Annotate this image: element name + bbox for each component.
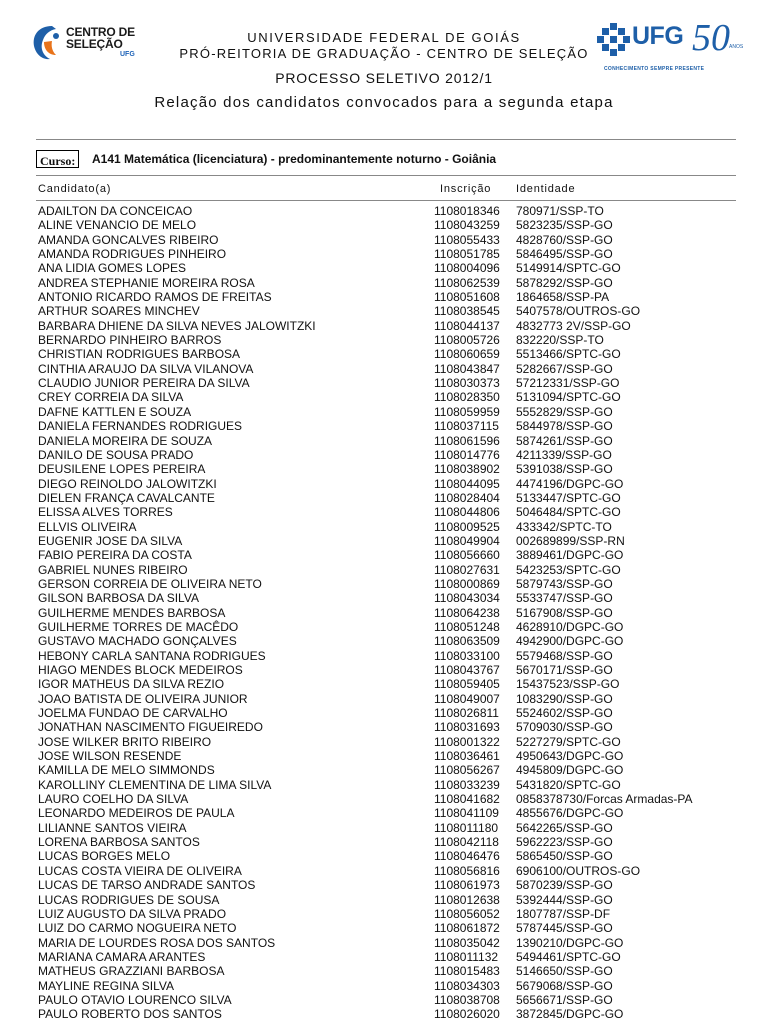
candidate-identidade: 5823235/SSP-GO xyxy=(516,218,613,233)
candidate-inscricao: 1108038545 xyxy=(434,304,500,319)
candidate-inscricao: 1108034303 xyxy=(434,978,500,993)
candidate-identidade: 4832773 2V/SSP-GO xyxy=(516,318,631,333)
candidate-name: ANDREA STEPHANIE MOREIRA ROSA xyxy=(38,275,255,290)
candidate-identidade: 5533747/SSP-GO xyxy=(516,591,613,606)
candidate-name: JOELMA FUNDAO DE CARVALHO xyxy=(38,706,228,721)
table-row xyxy=(0,620,768,634)
table-row xyxy=(0,390,768,404)
candidate-inscricao: 1108049904 xyxy=(434,533,500,548)
candidate-inscricao: 1108033100 xyxy=(434,648,500,663)
candidate-name: GUILHERME MENDES BARBOSA xyxy=(38,605,226,620)
candidate-identidade: 4474196/DGPC-GO xyxy=(516,476,624,491)
candidate-inscricao: 1108012638 xyxy=(434,892,500,907)
table-row xyxy=(0,376,768,390)
university-name: UNIVERSIDADE FEDERAL DE GOIÁS xyxy=(247,30,521,45)
candidate-name: GABRIEL NUNES RIBEIRO xyxy=(38,562,188,577)
candidate-identidade: 002689899/SSP-RN xyxy=(516,533,625,548)
table-row xyxy=(0,548,768,562)
candidate-inscricao: 1108051248 xyxy=(434,619,500,634)
pro-rectorate-name: PRÓ-REITORIA DE GRADUAÇÃO - CENTRO DE SELEÇÃO xyxy=(179,46,589,61)
table-row xyxy=(0,663,768,677)
table-row xyxy=(0,634,768,648)
candidate-identidade: 5131094/SPTC-GO xyxy=(516,390,621,405)
table-row xyxy=(0,849,768,863)
table-row xyxy=(0,706,768,720)
course-label: Curso: xyxy=(36,150,79,168)
candidate-name: LILIANNE SANTOS VIEIRA xyxy=(38,820,187,835)
candidate-name: DANILO DE SOUSA PRADO xyxy=(38,447,194,462)
candidate-identidade: 433342/SPTC-TO xyxy=(516,519,612,534)
table-row xyxy=(0,950,768,964)
candidate-inscricao: 1108055433 xyxy=(434,232,500,247)
logo-right-tagline: CONHECIMENTO SEMPRE PRESENTE xyxy=(604,66,705,72)
candidate-inscricao: 1108042118 xyxy=(434,835,499,850)
candidate-identidade: 6906100/OUTROS-GO xyxy=(516,863,641,878)
candidate-inscricao: 1108056267 xyxy=(434,763,500,778)
candidate-name: GILSON BARBOSA DA SILVA xyxy=(38,591,199,606)
candidate-name: LORENA BARBOSA SANTOS xyxy=(38,835,200,850)
candidate-identidade: 5709030/SSP-GO xyxy=(516,720,613,735)
candidate-name: JOSE WILSON RESENDE xyxy=(38,749,182,764)
table-row xyxy=(0,577,768,591)
column-header-candidato: Candidato(a) xyxy=(38,183,112,195)
candidate-identidade: 1083290/SSP-GO xyxy=(516,691,613,706)
candidate-name: MARIANA CAMARA ARANTES xyxy=(38,949,206,964)
candidate-name: KAMILLA DE MELO SIMMONDS xyxy=(38,763,215,778)
candidate-inscricao: 1108028350 xyxy=(434,390,500,405)
candidate-identidade: 5552829/SSP-GO xyxy=(516,404,613,419)
candidate-identidade: 5579468/SSP-GO xyxy=(516,648,613,663)
candidate-identidade: 780971/SSP-TO xyxy=(516,204,604,218)
candidate-identidade: 4942900/DGPC-GO xyxy=(516,634,624,649)
candidate-inscricao: 1108005726 xyxy=(434,333,500,348)
candidate-inscricao: 1108038708 xyxy=(434,992,500,1007)
logo-left-line2: SELEÇÃO xyxy=(66,37,123,51)
candidate-identidade: 5670171/SSP-GO xyxy=(516,663,613,677)
candidate-inscricao: 1108028404 xyxy=(434,490,500,505)
table-row xyxy=(0,735,768,749)
candidate-inscricao: 1108009525 xyxy=(434,519,500,534)
logo-left-sub: UFG xyxy=(120,51,135,58)
table-row xyxy=(0,993,768,1007)
candidate-inscricao: 1108036461 xyxy=(434,749,500,764)
candidate-name: DEUSILENE LOPES PEREIRA xyxy=(38,462,206,477)
candidate-inscricao: 1108044137 xyxy=(434,318,500,333)
table-row xyxy=(0,936,768,950)
candidate-inscricao: 1108056052 xyxy=(434,906,500,921)
candidate-name: CREY CORREIA DA SILVA xyxy=(38,390,184,405)
candidate-name: BARBARA DHIENE DA SILVA NEVES JALOWITZKI xyxy=(38,318,316,333)
candidate-identidade: 5407578/OUTROS-GO xyxy=(516,304,641,319)
candidate-inscricao: 1108037115 xyxy=(434,419,499,434)
candidate-inscricao: 1108064238 xyxy=(434,605,500,620)
table-row xyxy=(0,505,768,519)
table-row xyxy=(0,276,768,290)
table-row xyxy=(0,591,768,605)
candidate-identidade: 1807787/SSP-DF xyxy=(516,906,611,921)
table-row xyxy=(0,893,768,907)
candidate-inscricao: 1108056660 xyxy=(434,548,500,563)
table-row xyxy=(0,534,768,548)
candidate-name: DANIELA FERNANDES RODRIGUES xyxy=(38,419,243,434)
candidate-inscricao: 1108043034 xyxy=(434,591,500,606)
candidate-identidade: 832220/SSP-TO xyxy=(516,333,604,348)
candidate-inscricao: 1108018346 xyxy=(434,204,500,218)
candidate-identidade: 5167908/SSP-GO xyxy=(516,605,613,620)
candidate-inscricao: 1108044806 xyxy=(434,505,500,520)
candidate-name: DAFNE KATTLEN E SOUZA xyxy=(38,404,192,419)
candidate-name: EUGENIR JOSE DA SILVA xyxy=(38,533,183,548)
column-header-identidade: Identidade xyxy=(516,183,576,195)
table-row xyxy=(0,233,768,247)
candidate-inscricao: 1108026020 xyxy=(434,1007,500,1022)
table-row xyxy=(0,606,768,620)
table-row xyxy=(0,921,768,935)
candidate-identidade: 5133447/SPTC-GO xyxy=(516,490,621,505)
candidate-identidade: 3872845/DGPC-GO xyxy=(516,1007,624,1022)
candidate-inscricao: 1108061596 xyxy=(434,433,500,448)
candidate-identidade: 5392444/SSP-GO xyxy=(516,892,613,907)
candidate-identidade: 5962223/SSP-GO xyxy=(516,835,613,850)
candidate-name: DIEGO REINOLDO JALOWITZKI xyxy=(38,476,217,491)
candidate-inscricao: 1108051785 xyxy=(434,247,500,262)
candidate-identidade: 4950643/DGPC-GO xyxy=(516,749,624,764)
candidate-identidade: 5846495/SSP-GO xyxy=(516,247,613,262)
candidate-name: LEONARDO MEDEIROS DE PAULA xyxy=(38,806,235,821)
table-row xyxy=(0,347,768,361)
table-row xyxy=(0,462,768,476)
candidate-identidade: 5879743/SSP-GO xyxy=(516,576,613,591)
candidate-name: FABIO PEREIRA DA COSTA xyxy=(38,548,192,563)
table-row xyxy=(0,362,768,376)
candidate-inscricao: 1108000869 xyxy=(434,576,500,591)
candidate-inscricao: 1108043847 xyxy=(434,361,500,376)
table-row xyxy=(0,763,768,777)
candidate-inscricao: 1108041682 xyxy=(434,792,500,807)
candidate-inscricao: 1108011180 xyxy=(434,820,499,835)
candidate-name: GUILHERME TORRES DE MACÊDO xyxy=(38,619,239,634)
candidate-identidade: 3889461/DGPC-GO xyxy=(516,548,624,563)
candidate-name: ANTONIO RICARDO RAMOS DE FREITAS xyxy=(38,290,272,305)
candidate-identidade: 5494461/SPTC-GO xyxy=(516,949,621,964)
candidate-identidade: 5227279/SPTC-GO xyxy=(516,734,621,749)
candidate-name: CHRISTIAN RODRIGUES BARBOSA xyxy=(38,347,241,362)
logo-right-name: UFG xyxy=(632,22,684,50)
candidate-name: GUSTAVO MACHADO GONÇALVES xyxy=(38,634,237,649)
candidate-name: IGOR MATHEUS DA SILVA REZIO xyxy=(38,677,225,692)
table-row xyxy=(0,677,768,691)
table-row xyxy=(0,835,768,849)
table-row xyxy=(0,792,768,806)
candidate-name: GERSON CORREIA DE OLIVEIRA NETO xyxy=(38,576,262,591)
candidate-name: MARIA DE LOURDES ROSA DOS SANTOS xyxy=(38,935,276,950)
candidate-identidade: 4855676/DGPC-GO xyxy=(516,806,624,821)
candidate-identidade: 5391038/SSP-GO xyxy=(516,462,613,477)
table-row xyxy=(0,434,768,448)
candidate-name: CLAUDIO JUNIOR PEREIRA DA SILVA xyxy=(38,376,250,391)
candidate-inscricao: 1108033239 xyxy=(434,777,500,792)
candidate-inscricao: 1108044095 xyxy=(434,476,500,491)
candidate-identidade: 1390210/DGPC-GO xyxy=(516,935,624,950)
candidate-identidade: 5642265/SSP-GO xyxy=(516,820,613,835)
candidate-name: ADAILTON DA CONCEICAO xyxy=(38,204,193,218)
candidate-inscricao: 1108061872 xyxy=(434,921,500,936)
candidate-identidade: 5046484/SPTC-GO xyxy=(516,505,621,520)
candidate-identidade: 5787445/SSP-GO xyxy=(516,921,613,936)
table-row xyxy=(0,864,768,878)
candidate-inscricao: 1108056816 xyxy=(434,863,500,878)
candidate-identidade: 57212331/SSP-GO xyxy=(516,376,620,391)
candidate-name: LUCAS COSTA VIEIRA DE OLIVEIRA xyxy=(38,863,242,878)
candidate-name: JOAO BATISTA DE OLIVEIRA JUNIOR xyxy=(38,691,248,706)
candidate-inscricao: 1108001322 xyxy=(434,734,500,749)
candidate-identidade: 15437523/SSP-GO xyxy=(516,677,620,692)
table-row xyxy=(0,477,768,491)
divider-header xyxy=(36,200,736,201)
candidate-name: MAYLINE REGINA SILVA xyxy=(38,978,175,993)
table-row xyxy=(0,333,768,347)
divider-top xyxy=(36,139,736,140)
candidate-name: JOSE WILKER BRITO RIBEIRO xyxy=(38,734,212,749)
candidate-inscricao: 1108031693 xyxy=(434,720,500,735)
candidate-inscricao: 1108062539 xyxy=(434,275,500,290)
candidate-inscricao: 1108049007 xyxy=(434,691,500,706)
candidate-identidade: 5865450/SSP-GO xyxy=(516,849,613,864)
candidate-inscricao: 1108014776 xyxy=(434,447,500,462)
logo-left-line1: CENTRO DE xyxy=(66,25,135,39)
candidate-inscricao: 1108011132 xyxy=(434,949,499,964)
candidate-inscricao: 1108041109 xyxy=(434,806,499,821)
candidate-identidade: 4628910/DGPC-GO xyxy=(516,619,624,634)
candidate-name: LUCAS DE TARSO ANDRADE SANTOS xyxy=(38,878,256,893)
candidate-identidade: 5431820/SPTC-GO xyxy=(516,777,621,792)
candidate-name: AMANDA RODRIGUES PINHEIRO xyxy=(38,247,227,262)
candidate-inscricao: 1108051608 xyxy=(434,290,500,305)
table-row xyxy=(0,290,768,304)
table-row xyxy=(0,692,768,706)
candidate-name: PAULO OTAVIO LOURENCO SILVA xyxy=(38,992,232,1007)
table-row xyxy=(0,304,768,318)
document-title: Relação dos candidatos convocados para a segunda etapa xyxy=(154,94,614,111)
logo-right-anos: ANOS xyxy=(729,44,744,50)
candidate-name: HEBONY CARLA SANTANA RODRIGUES xyxy=(38,648,266,663)
table-row xyxy=(0,261,768,275)
candidate-name: BERNARDO PINHEIRO BARROS xyxy=(38,333,222,348)
candidate-identidade: 5878292/SSP-GO xyxy=(516,275,613,290)
candidate-identidade: 5844978/SSP-GO xyxy=(516,419,613,434)
logo-right-number: 50 xyxy=(692,17,730,59)
candidate-name: LUCAS BORGES MELO xyxy=(38,849,171,864)
candidate-name: LUCAS RODRIGUES DE SOUSA xyxy=(38,892,220,907)
table-row xyxy=(0,520,768,534)
column-header-inscricao: Inscrição xyxy=(440,183,492,195)
table-row xyxy=(0,821,768,835)
table-row xyxy=(0,720,768,734)
candidate-identidade: 5656671/SSP-GO xyxy=(516,992,613,1007)
candidate-name: PAULO ROBERTO DOS SANTOS xyxy=(38,1007,222,1022)
table-row xyxy=(0,319,768,333)
candidate-identidade: 4828760/SSP-GO xyxy=(516,232,613,247)
candidate-inscricao: 1108043767 xyxy=(434,663,500,677)
candidate-inscricao: 1108030373 xyxy=(434,376,500,391)
candidate-name: ELLVIS OLIVEIRA xyxy=(38,519,137,534)
candidate-inscricao: 1108027631 xyxy=(434,562,500,577)
candidate-inscricao: 1108004096 xyxy=(434,261,500,276)
candidate-inscricao: 1108015483 xyxy=(434,964,500,979)
table-row xyxy=(0,907,768,921)
candidate-identidade: 5679068/SSP-GO xyxy=(516,978,613,993)
candidate-identidade: 5149914/SPTC-GO xyxy=(516,261,621,276)
course-name: A141 Matemática (licenciatura) - predominantemente noturno - Goiânia xyxy=(92,152,497,166)
divider-course xyxy=(36,175,736,176)
candidate-identidade: 5423253/SPTC-GO xyxy=(516,562,621,577)
candidate-name: AMANDA GONCALVES RIBEIRO xyxy=(38,232,219,247)
candidate-inscricao: 1108026811 xyxy=(434,706,499,721)
table-row xyxy=(0,749,768,763)
candidate-name: MATHEUS GRAZZIANI BARBOSA xyxy=(38,964,225,979)
candidate-inscricao: 1108046476 xyxy=(434,849,500,864)
table-row xyxy=(0,1007,768,1021)
candidate-inscricao: 1108063509 xyxy=(434,634,500,649)
candidate-name: DIELEN FRANÇA CAVALCANTE xyxy=(38,490,215,505)
candidate-identidade: 4945809/DGPC-GO xyxy=(516,763,624,778)
candidate-name: DANIELA MOREIRA DE SOUZA xyxy=(38,433,213,448)
candidate-inscricao: 1108061973 xyxy=(434,878,500,893)
candidate-identidade: 5513466/SPTC-GO xyxy=(516,347,621,362)
candidate-name: ANA LIDIA GOMES LOPES xyxy=(38,261,187,276)
candidate-name: LUIZ DO CARMO NOGUEIRA NETO xyxy=(38,921,237,936)
candidate-inscricao: 1108035042 xyxy=(434,935,500,950)
table-row xyxy=(0,806,768,820)
table-row xyxy=(0,247,768,261)
candidate-list xyxy=(0,204,768,1022)
table-row xyxy=(0,218,768,232)
table-row xyxy=(0,419,768,433)
candidate-identidade: 5870239/SSP-GO xyxy=(516,878,613,893)
table-row xyxy=(0,448,768,462)
candidate-inscricao: 1108059405 xyxy=(434,677,500,692)
table-row xyxy=(0,491,768,505)
candidate-identidade: 0858378730/Forcas Armadas-PA xyxy=(516,792,693,807)
process-title: PROCESSO SELETIVO 2012/1 xyxy=(275,70,493,86)
candidate-name: ELISSA ALVES TORRES xyxy=(38,505,173,520)
candidate-identidade: 1864658/SSP-PA xyxy=(516,290,610,305)
table-row xyxy=(0,778,768,792)
table-row xyxy=(0,878,768,892)
candidate-name: KAROLLINY CLEMENTINA DE LIMA SILVA xyxy=(38,777,272,792)
candidate-inscricao: 1108043259 xyxy=(434,218,500,233)
candidate-inscricao: 1108038902 xyxy=(434,462,500,477)
candidate-inscricao: 1108059959 xyxy=(434,404,500,419)
candidate-identidade: 4211339/SSP-GO xyxy=(516,447,612,462)
candidate-identidade: 5524602/SSP-GO xyxy=(516,706,613,721)
candidate-identidade: 5282667/SSP-GO xyxy=(516,361,613,376)
candidate-name: LUIZ AUGUSTO DA SILVA PRADO xyxy=(38,906,227,921)
candidate-name: CINTHIA ARAUJO DA SILVA VILANOVA xyxy=(38,361,254,376)
candidate-name: JONATHAN NASCIMENTO FIGUEIREDO xyxy=(38,720,263,735)
candidate-name: ARTHUR SOARES MINCHEV xyxy=(38,304,200,319)
candidate-inscricao: 1108060659 xyxy=(434,347,500,362)
table-row xyxy=(0,405,768,419)
candidate-name: LAURO COELHO DA SILVA xyxy=(38,792,189,807)
table-row xyxy=(0,649,768,663)
candidate-name: ALINE VENANCIO DE MELO xyxy=(38,218,197,233)
candidate-name: HIAGO MENDES BLOCK MEDEIROS xyxy=(38,663,243,677)
table-row xyxy=(0,563,768,577)
candidate-identidade: 5874261/SSP-GO xyxy=(516,433,613,448)
table-row xyxy=(0,964,768,978)
table-row xyxy=(0,979,768,993)
candidate-identidade: 5146650/SSP-GO xyxy=(516,964,613,979)
table-row xyxy=(0,204,768,218)
